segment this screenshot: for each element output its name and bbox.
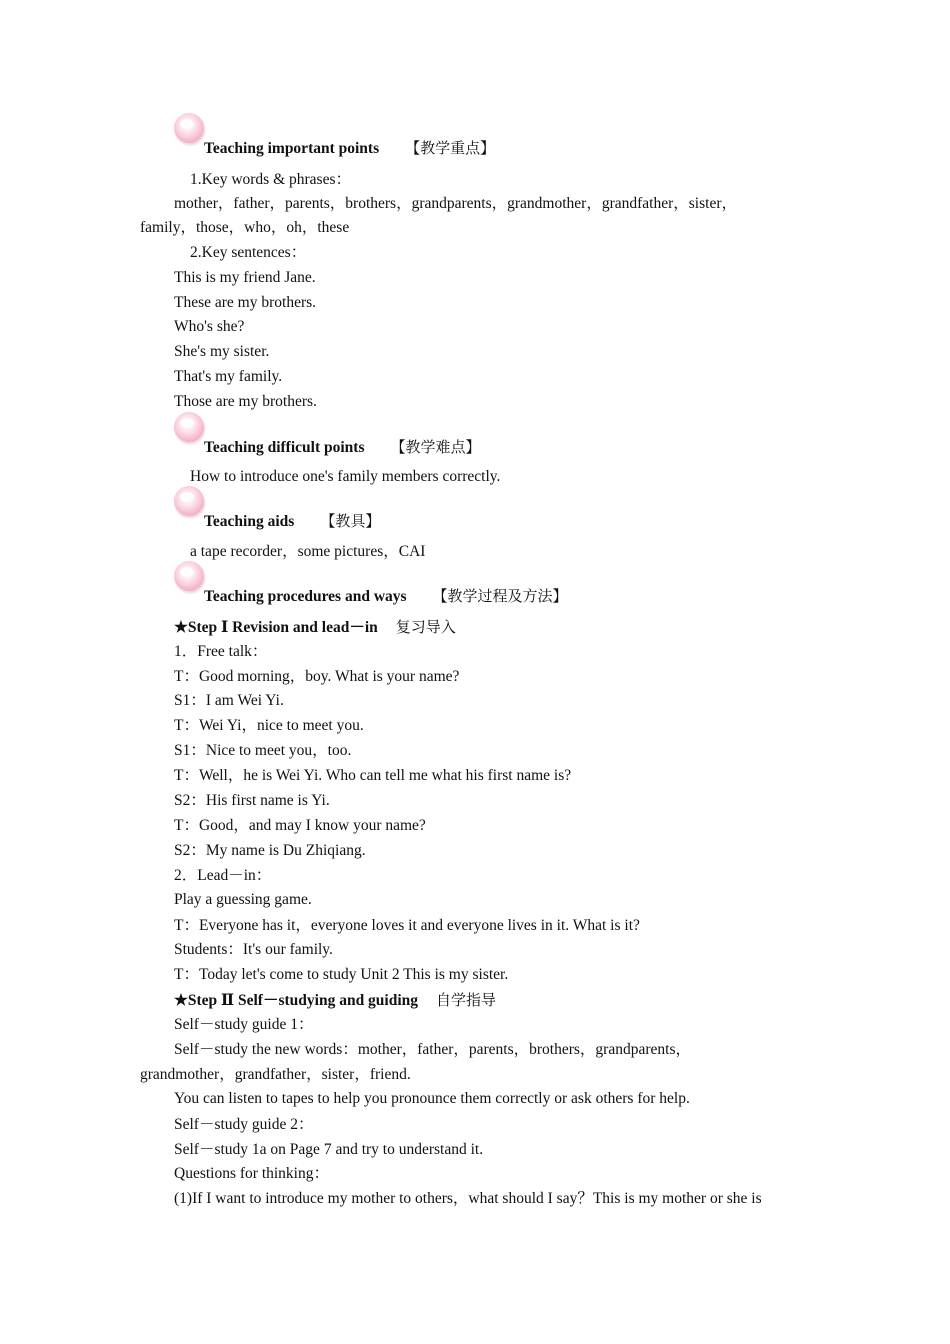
key-sentence: That's my family. xyxy=(174,368,283,385)
key-sentence: She's my sister. xyxy=(174,343,270,360)
step-title: ★Step Ⅰ Revision and lead－in xyxy=(174,619,378,636)
heading-title: Teaching important points xyxy=(204,140,380,157)
key-sentence: Those are my brothers. xyxy=(174,393,317,410)
dialogue-line: T：Everyone has it，everyone loves it and everyone lives in it. What is it? xyxy=(174,917,640,934)
heading-cn: 【教学难点】 xyxy=(390,438,481,456)
dialogue-line: 1．Free talk： xyxy=(174,643,268,660)
guide-line: You can listen to tapes to help you pronounce them correctly or ask others for help. xyxy=(174,1090,690,1107)
dialogue-line: S2：My name is Du Zhiqiang. xyxy=(174,842,366,859)
section-heading-aids xyxy=(204,511,380,532)
heading-cn: 【教具】 xyxy=(320,512,381,530)
key-sentence: These are my brothers. xyxy=(174,294,317,311)
dialogue-line: T：Good，and may I know your name? xyxy=(174,817,426,834)
heading-cn: 【教学过程及方法】 xyxy=(432,587,568,605)
difficult-text: How to introduce one's family members correctly. xyxy=(190,468,501,485)
dialogue-line: Students：It's our family. xyxy=(174,941,333,958)
dialogue-line: S2：His first name is Yi. xyxy=(174,792,330,809)
heading-title: Teaching aids xyxy=(204,513,295,530)
key-sentences-label: 2.Key sentences： xyxy=(190,244,307,261)
dialogue-line: Play a guessing game. xyxy=(174,891,312,908)
guide-line: Self－study the new words：mother，father，parents，brothers，grandparents， xyxy=(174,1041,691,1058)
guide-line: Self－study 1a on Page 7 and try to understand it. xyxy=(174,1141,484,1158)
pink-bullet-icon xyxy=(174,113,204,143)
guide-line: Self－study guide 1： xyxy=(174,1016,314,1033)
pink-bullet-icon xyxy=(174,561,204,591)
key-sentence: This is my friend Jane. xyxy=(174,269,316,286)
step-2-heading xyxy=(174,990,496,1011)
step-cn: 复习导入 xyxy=(395,618,456,636)
heading-title: Teaching procedures and ways xyxy=(204,588,407,605)
dialogue-line: 2．Lead－in： xyxy=(174,867,272,884)
dialogue-line: T：Good morning，boy. What is your name? xyxy=(174,668,460,685)
section-heading-important xyxy=(204,138,495,159)
heading-cn: 【教学重点】 xyxy=(405,139,496,157)
dialogue-line: T：Well，he is Wei Yi. Who can tell me what his first name is? xyxy=(174,767,572,784)
key-sentence: Who's she? xyxy=(174,318,245,335)
step-1-heading xyxy=(174,617,456,638)
guide-line: grandmother，grandfather，sister，friend. xyxy=(140,1066,411,1083)
dialogue-line: T：Today let's come to study Unit 2 This is my sister. xyxy=(174,966,509,983)
pink-bullet-icon xyxy=(174,486,204,516)
section-heading-difficult xyxy=(204,437,481,458)
guide-line: Self－study guide 2： xyxy=(174,1116,314,1133)
section-heading-procedures xyxy=(204,586,568,607)
key-words-line: family，those，who，oh，these xyxy=(140,219,350,236)
guide-line: Questions for thinking： xyxy=(174,1165,329,1182)
dialogue-line: S1：I am Wei Yi. xyxy=(174,692,284,709)
key-words-line: mother，father，parents，brothers，grandparents，grandmother，grandfather，sister， xyxy=(174,195,737,212)
step-title: ★Step Ⅱ Self－studying and guiding xyxy=(174,992,419,1009)
heading-title: Teaching difficult points xyxy=(204,439,365,456)
step-cn: 自学指导 xyxy=(436,991,497,1009)
dialogue-line: T：Wei Yi，nice to meet you. xyxy=(174,717,364,734)
dialogue-line: S1：Nice to meet you，too. xyxy=(174,742,352,759)
guide-line: (1)If I want to introduce my mother to others，what should I say？This is my mother or she is xyxy=(174,1190,762,1207)
pink-bullet-icon xyxy=(174,412,204,442)
key-words-label: 1.Key words & phrases： xyxy=(190,171,352,188)
aids-text: a tape recorder，some pictures，CAI xyxy=(190,543,426,560)
